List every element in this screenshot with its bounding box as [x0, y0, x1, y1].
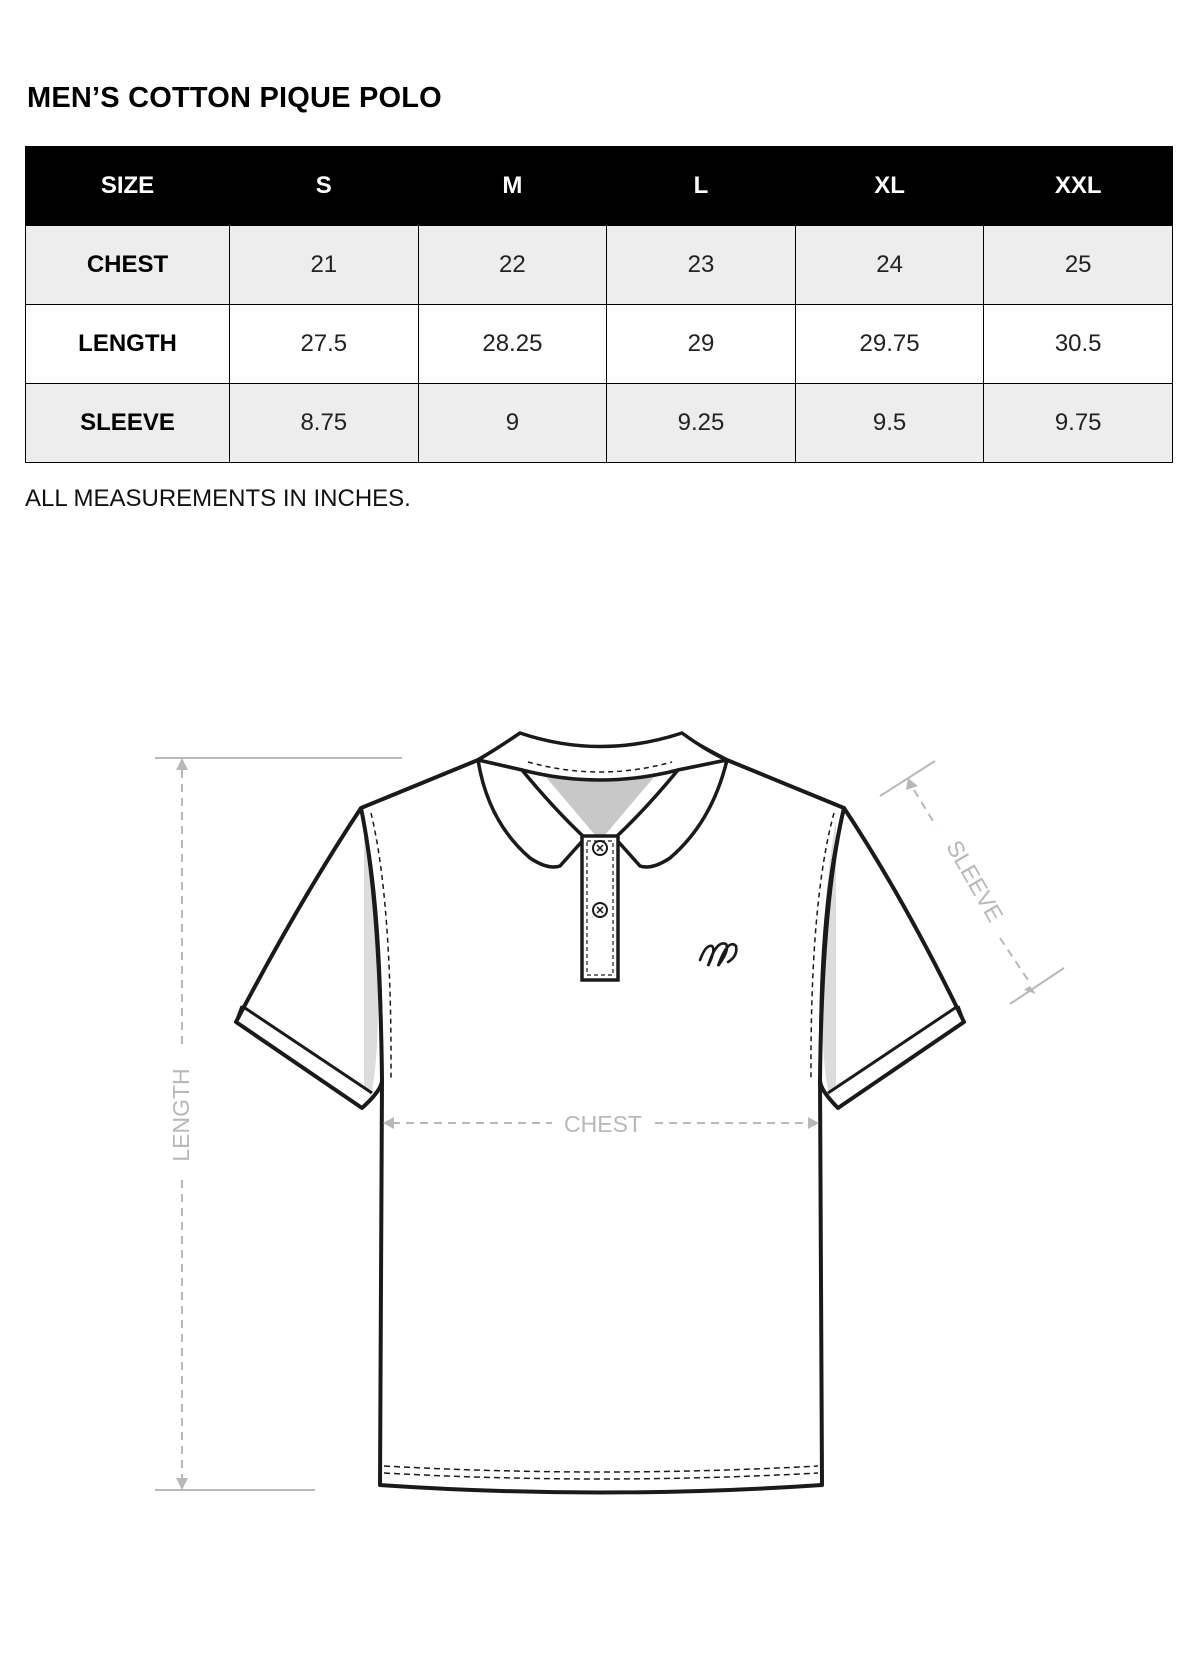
row-label-chest: CHEST [26, 226, 230, 305]
table-row-sleeve [26, 384, 1173, 463]
row-label-length: LENGTH [26, 305, 230, 384]
size-chart-table [25, 146, 1173, 463]
header-cell-xxl: XXL [984, 147, 1173, 226]
table-row-chest [26, 226, 1173, 305]
page-title: MEN’S COTTON PIQUE POLO [27, 82, 442, 114]
script-m-logo-icon [700, 943, 736, 966]
table-cell: 29.75 [795, 305, 984, 384]
table-cell: 23 [607, 226, 796, 305]
sleeve-dimension-label: SLEEVE [941, 835, 1009, 927]
table-cell: 24 [795, 226, 984, 305]
header-cell-s: S [230, 147, 419, 226]
table-cell: 9.5 [795, 384, 984, 463]
chest-dimension-label: CHEST [564, 1111, 642, 1137]
right-sleeve-cuff [828, 1006, 958, 1093]
length-dimension-label: LENGTH [168, 1068, 194, 1162]
table-cell: 8.75 [230, 384, 419, 463]
right-sleeve-outline [820, 808, 964, 1108]
header-cell-size: SIZE [26, 147, 230, 226]
table-cell: 9.25 [607, 384, 796, 463]
table-cell: 29 [607, 305, 796, 384]
table-cell: 27.5 [230, 305, 419, 384]
table-row-length [26, 305, 1173, 384]
measurement-note: ALL MEASUREMENTS IN INCHES. [25, 485, 411, 512]
table-cell: 9.75 [984, 384, 1173, 463]
header-cell-l: L [607, 147, 796, 226]
row-label-sleeve: SLEEVE [26, 384, 230, 463]
header-cell-m: M [418, 147, 607, 226]
sleeve-bottom-extension [1010, 968, 1064, 1004]
header-cell-xl: XL [795, 147, 984, 226]
table-cell: 21 [230, 226, 419, 305]
left-sleeve-outline [236, 808, 382, 1108]
sleeve-top-extension [880, 761, 935, 796]
table-cell: 9 [418, 384, 607, 463]
table-cell: 22 [418, 226, 607, 305]
table-cell: 30.5 [984, 305, 1173, 384]
table-header-row [26, 147, 1173, 226]
polo-diagram [0, 680, 1200, 1520]
left-sleeve-cuff [242, 1006, 372, 1093]
table-cell: 25 [984, 226, 1173, 305]
table-cell: 28.25 [418, 305, 607, 384]
